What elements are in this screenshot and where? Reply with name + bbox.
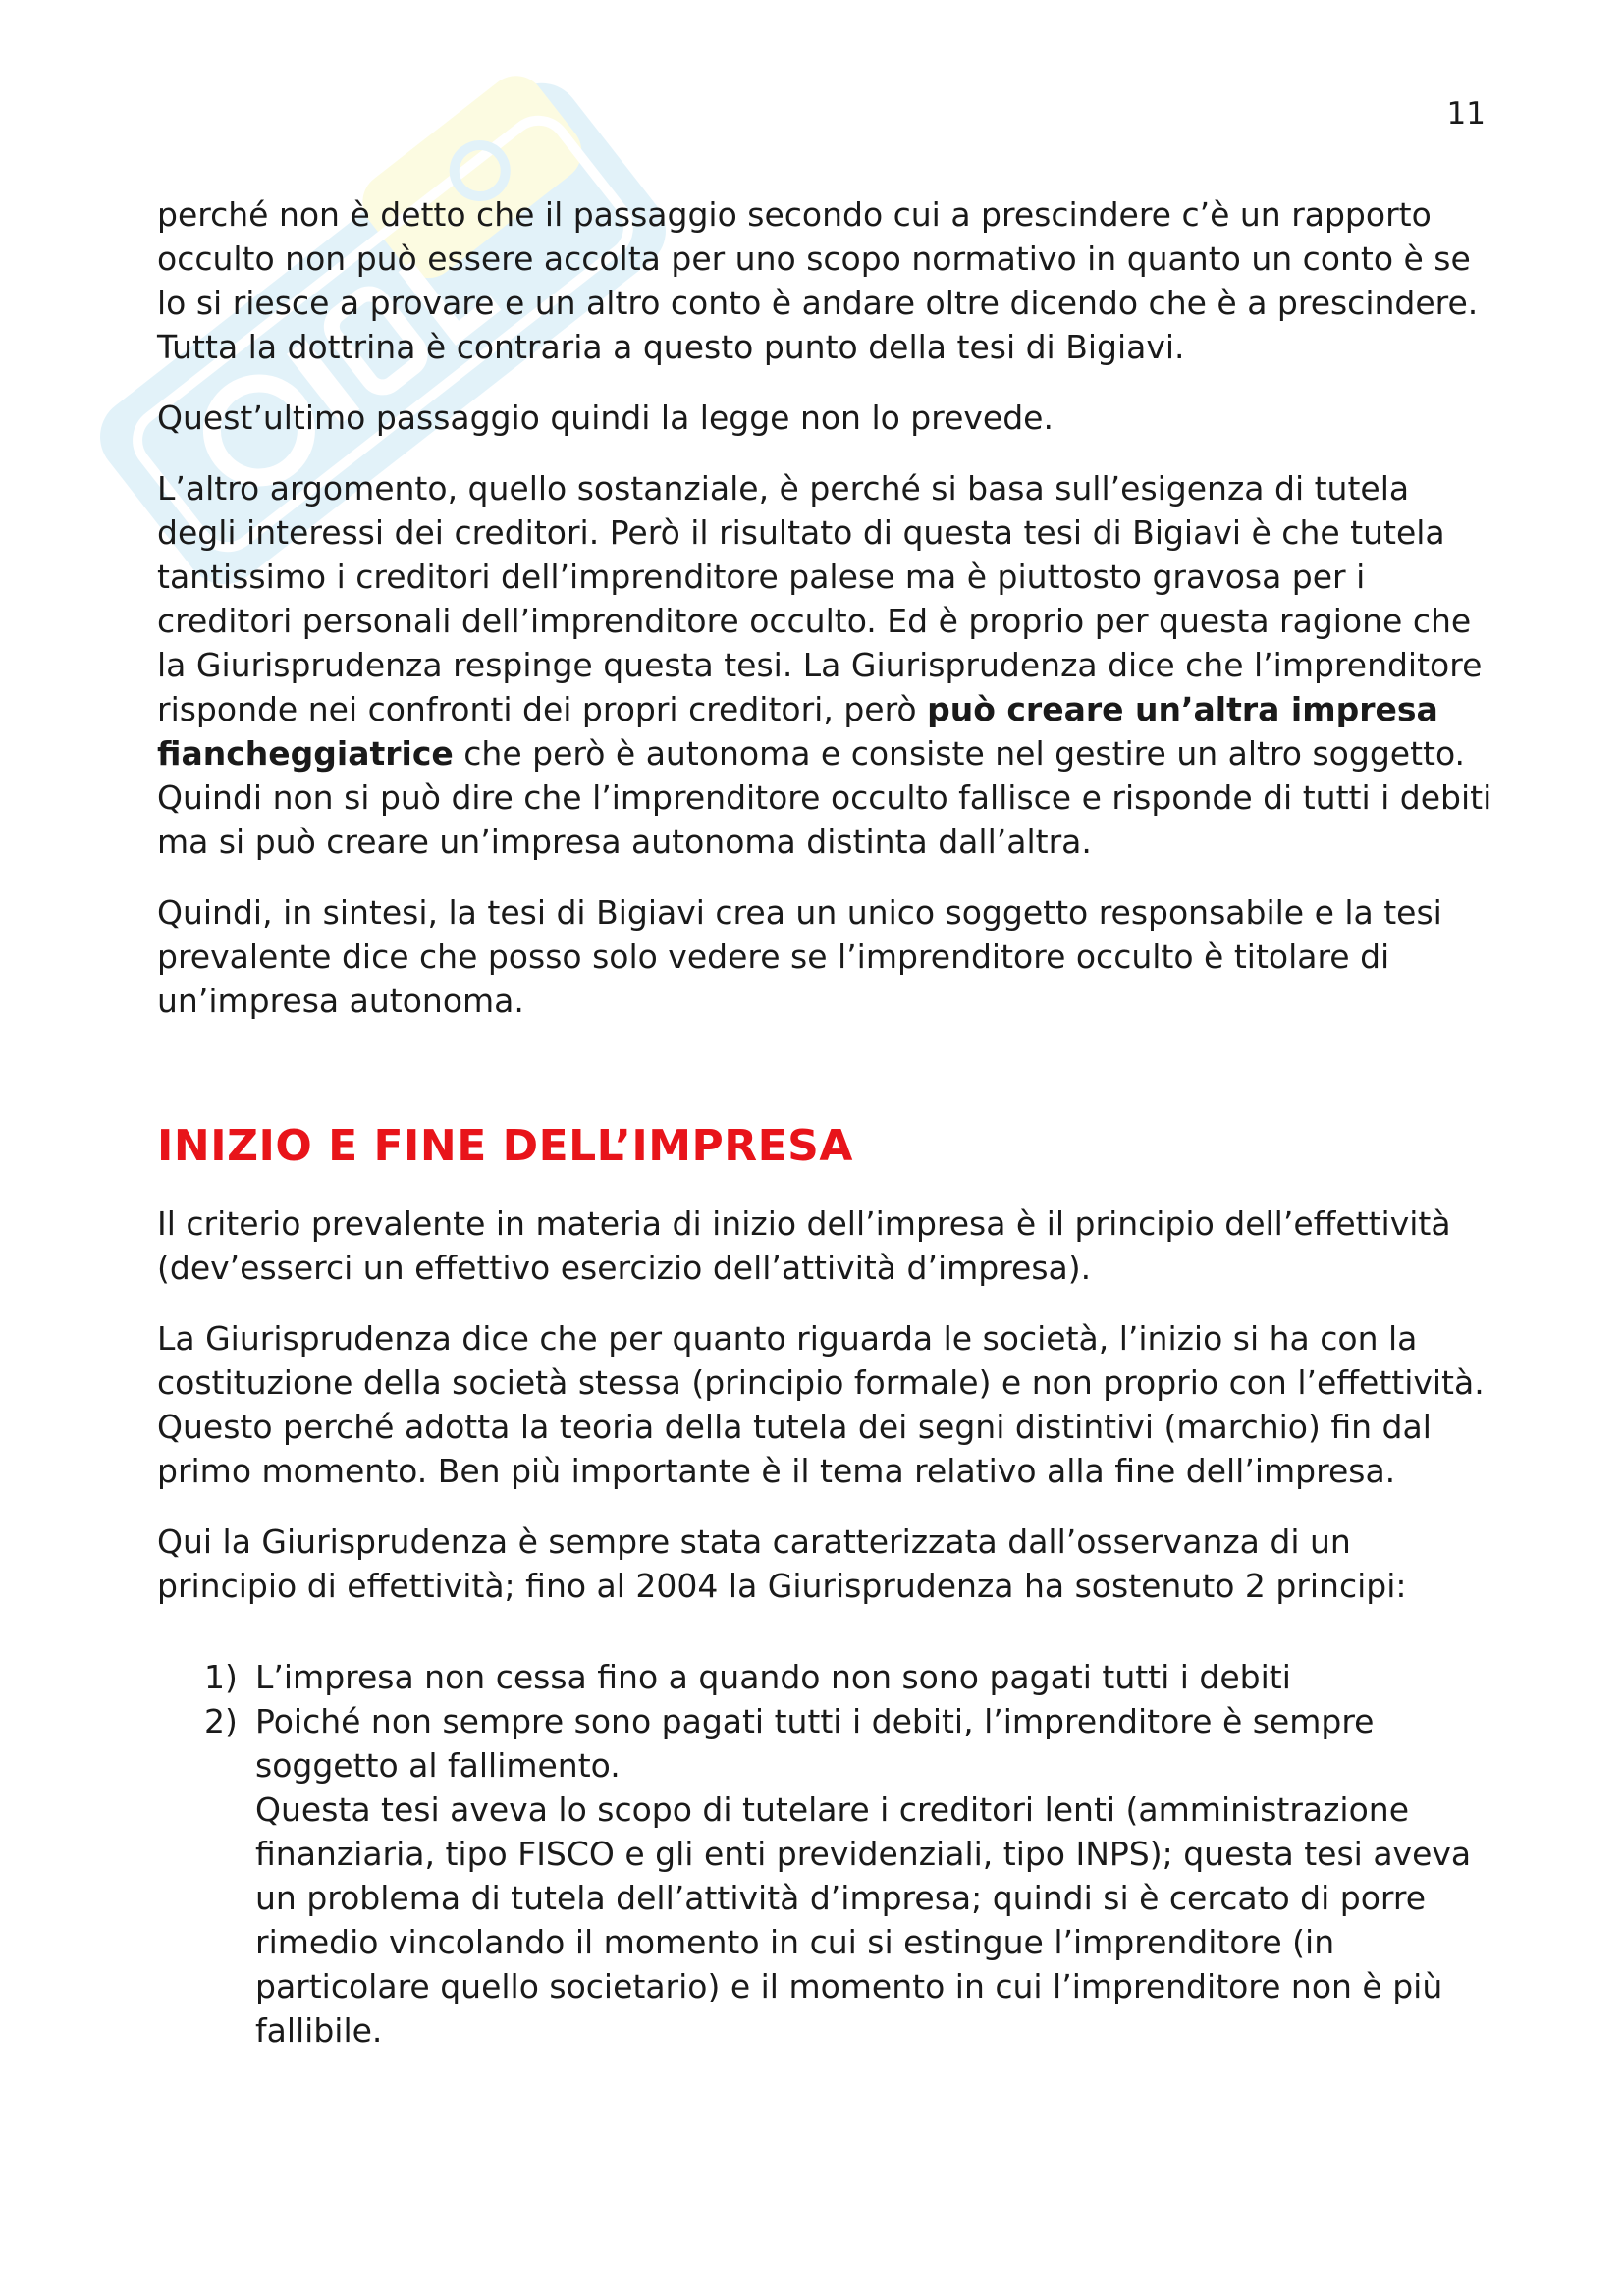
numbered-list <box>157 1655 1492 2053</box>
paragraph: Il criterio prevalente in materia di inizio dell’impresa è il principio dell’effettività (dev’esserci un effettivo esercizio dell’attività d’impresa). <box>157 1204 1451 1287</box>
document-body <box>157 192 1492 2053</box>
list-item <box>157 1655 1492 1699</box>
section-heading: INIZIO E FINE DELL’IMPRESA <box>157 1121 853 1171</box>
list-item-text: L’impresa non cessa fino a quando non sono pagati tutti i debiti <box>255 1658 1291 1696</box>
list-item <box>157 1699 1492 2053</box>
paragraph: Quest’ultimo passaggio quindi la legge non lo prevede. <box>157 399 1054 437</box>
list-item-extra-text: Questa tesi aveva lo scopo di tutelare i creditori lenti (amministrazione finanziaria, tipo FISCO e gli enti previdenziali, tipo INPS); questa tesi aveva un problema di tutela dell’attività d’impresa; quindi si è cercato di porre rimedio vincolando il momento in cui si estingue l’imprenditore (in particolare quello societario) e il momento in cui l’imprenditore non è più fallibile. <box>255 1790 1472 2050</box>
paragraph-text: che però è autonoma e consiste nel gestire un altro soggetto. Quindi non si può dire che l’imprenditore occulto fallisce e risponde di tutti i debiti ma si può creare un’impresa autonoma distinta dall’altra. <box>157 734 1492 861</box>
bold-text: può creare un’altra impresa fiancheggiatrice <box>157 690 1438 773</box>
page-number: 11 <box>1446 96 1486 132</box>
paragraph: Qui la Giurisprudenza è sempre stata caratterizzata dall’osservanza di un principio di effettività; fino al 2004 la Giurisprudenza ha sostenuto 2 principi: <box>157 1522 1407 1605</box>
list-number: 2) <box>204 1702 238 1740</box>
paragraph <box>157 466 1492 864</box>
paragraph-text: L’altro argomento, quello sostanziale, è perché si basa sull’esigenza di tutela degli interessi dei creditori. Però il risultato di questa tesi di Bigiavi è che tutela tantissimo i creditori dell’imprenditore palese ma è piuttosto gravosa per i creditori personali dell’imprenditore occulto. Ed è proprio per questa ragione che la Giurisprudenza respinge questa tesi. La Giurisprudenza dice che l’imprenditore risponde nei confronti dei propri creditori, però <box>157 469 1483 728</box>
list-number: 1) <box>204 1658 238 1696</box>
paragraph: perché non è detto che il passaggio secondo cui a prescindere c’è un rapporto occulto non può essere accolta per uno scopo normativo in quanto un conto è se lo si riesce a provare e un altro conto è andare oltre dicendo che è a prescindere. Tutta la dottrina è contraria a questo punto della tesi di Bigiavi. <box>157 195 1479 366</box>
list-item-text: Poiché non sempre sono pagati tutti i debiti, l’imprenditore è sempre soggetto al fallimento. <box>255 1702 1375 1785</box>
paragraph: La Giurisprudenza dice che per quanto riguarda le società, l’inizio si ha con la costituzione della società stessa (principio formale) e non proprio con l’effettività. Questo perché adotta la teoria della tutela dei segni distintivi (marchio) fin dal primo momento. Ben più importante è il tema relativo alla fine dell’impresa. <box>157 1319 1485 1490</box>
paragraph: Quindi, in sintesi, la tesi di Bigiavi crea un unico soggetto responsabile e la tesi prevalente dice che posso solo vedere se l’imprenditore occulto è titolare di un’impresa autonoma. <box>157 893 1442 1020</box>
